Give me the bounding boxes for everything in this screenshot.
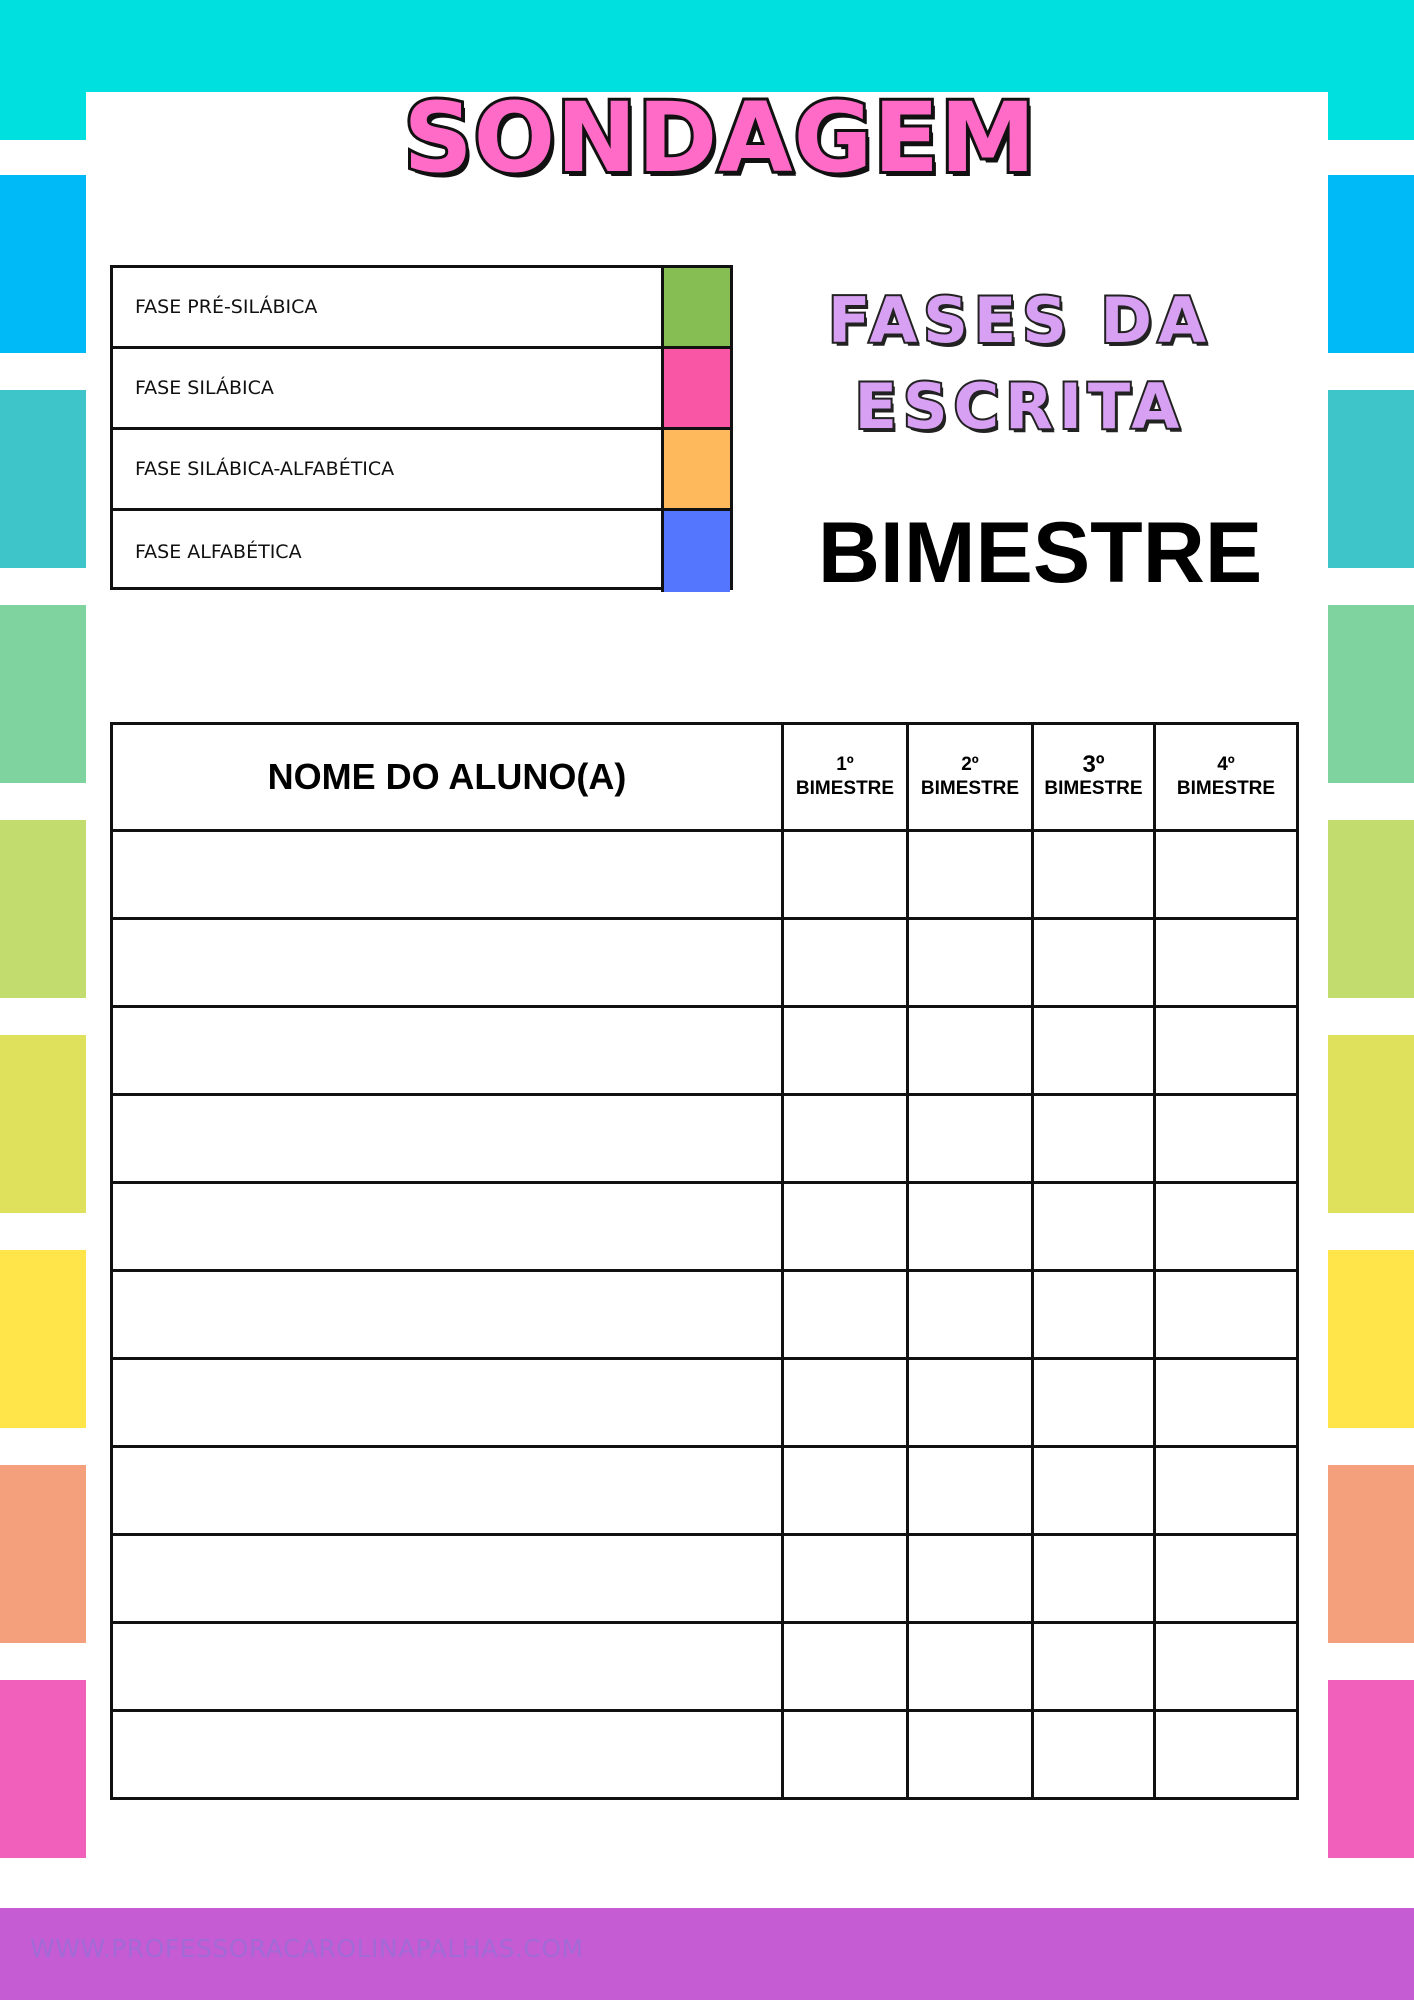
bimestre-number: 2º xyxy=(961,754,979,775)
table-cell xyxy=(1033,1359,1155,1447)
table-cell xyxy=(783,831,908,919)
table-cell xyxy=(783,1183,908,1271)
bimestre-label: BIMESTRE xyxy=(920,778,1020,799)
bimestre-number: 3º xyxy=(1082,751,1105,778)
legend-swatch-blue xyxy=(664,511,730,592)
side-stripe xyxy=(0,175,86,353)
side-stripe xyxy=(1328,820,1414,998)
legend-label: FASE SILÁBICA xyxy=(113,349,664,427)
bimestre-number: 1º xyxy=(836,754,854,775)
footer-website: WWW.PROFESSORACAROLINAPALHAS.COM xyxy=(30,1934,584,1963)
table-cell xyxy=(908,1183,1033,1271)
legend-swatch-green xyxy=(664,268,730,346)
legend-label: FASE SILÁBICA-ALFABÉTICA xyxy=(113,430,664,508)
side-stripe xyxy=(0,1465,86,1643)
side-stripe xyxy=(1328,390,1414,568)
table-cell xyxy=(1155,1007,1298,1095)
legend-swatch-orange xyxy=(664,430,730,508)
table-cell xyxy=(783,1095,908,1183)
side-stripe xyxy=(1328,1465,1414,1643)
table-cell xyxy=(783,1271,908,1359)
table-cell xyxy=(112,919,783,1007)
table-cell xyxy=(112,1271,783,1359)
table-cell xyxy=(1033,1623,1155,1711)
bimestre-4-header xyxy=(1155,724,1298,831)
table-cell xyxy=(1033,1535,1155,1623)
table-row xyxy=(112,1271,1298,1359)
table-cell xyxy=(908,1711,1033,1799)
students-table xyxy=(110,722,1299,1800)
table-cell xyxy=(1155,1183,1298,1271)
legend-row-pre-silabica xyxy=(113,268,730,349)
table-row xyxy=(112,1183,1298,1271)
table-header-row xyxy=(112,724,1298,831)
legend-swatch-pink xyxy=(664,349,730,427)
table-cell xyxy=(908,1095,1033,1183)
table-cell xyxy=(1033,1271,1155,1359)
side-stripe xyxy=(0,1035,86,1213)
table-row xyxy=(112,1535,1298,1623)
table-cell xyxy=(1155,1711,1298,1799)
table-cell xyxy=(112,1183,783,1271)
table-row xyxy=(112,1447,1298,1535)
table-cell xyxy=(1155,831,1298,919)
bimestre-label: BIMESTRE xyxy=(1044,778,1143,799)
table-cell xyxy=(1155,1623,1298,1711)
bimestre-3-header xyxy=(1033,724,1155,831)
table-row xyxy=(112,1095,1298,1183)
bimestre-label: BIMESTRE xyxy=(1176,778,1276,799)
side-stripe xyxy=(1328,175,1414,353)
page-title: SONDAGEM xyxy=(403,82,1037,194)
phase-legend xyxy=(110,265,733,590)
table-row xyxy=(112,831,1298,919)
legend-label: FASE ALFABÉTICA xyxy=(113,511,664,592)
fases-title-line1: FASES DA xyxy=(828,284,1212,357)
table-cell xyxy=(112,1623,783,1711)
table-cell xyxy=(783,1535,908,1623)
side-stripe xyxy=(0,820,86,998)
side-stripe xyxy=(1328,1250,1414,1428)
table-cell xyxy=(112,1359,783,1447)
table-cell xyxy=(112,1095,783,1183)
bimestre-number: 4º xyxy=(1217,754,1235,775)
table-cell xyxy=(908,919,1033,1007)
table-cell xyxy=(112,1447,783,1535)
fases-da-escrita-title xyxy=(800,278,1240,450)
table-cell xyxy=(783,919,908,1007)
table-cell xyxy=(1033,831,1155,919)
table-row xyxy=(112,1623,1298,1711)
table-cell xyxy=(783,1359,908,1447)
table-row xyxy=(112,1007,1298,1095)
table-cell xyxy=(908,831,1033,919)
table-cell xyxy=(1155,1535,1298,1623)
table-cell xyxy=(908,1447,1033,1535)
bimestre-label: BIMESTRE xyxy=(795,778,895,799)
side-stripe xyxy=(0,1680,86,1858)
table-cell xyxy=(908,1359,1033,1447)
table-row xyxy=(112,919,1298,1007)
table-cell xyxy=(112,1535,783,1623)
table-cell xyxy=(1033,1447,1155,1535)
table-cell xyxy=(783,1447,908,1535)
bimestre-heading: BIMESTRE xyxy=(817,505,1263,601)
table-cell xyxy=(908,1623,1033,1711)
table-cell xyxy=(112,1711,783,1799)
side-stripe xyxy=(0,1250,86,1428)
table-cell xyxy=(1155,1359,1298,1447)
table-cell xyxy=(908,1535,1033,1623)
side-stripe xyxy=(0,605,86,783)
table-cell xyxy=(908,1007,1033,1095)
table-cell xyxy=(1033,919,1155,1007)
table-cell xyxy=(1155,1447,1298,1535)
legend-row-alfabetica xyxy=(113,511,730,592)
table-cell xyxy=(112,831,783,919)
fases-title-line2: ESCRITA xyxy=(854,370,1186,443)
legend-row-silabica-alfabetica xyxy=(113,430,730,511)
table-cell xyxy=(1033,1007,1155,1095)
table-cell xyxy=(112,1007,783,1095)
side-stripe xyxy=(0,390,86,568)
bimestre-2-header xyxy=(908,724,1033,831)
table-cell xyxy=(1155,1095,1298,1183)
table-cell xyxy=(783,1007,908,1095)
table-cell xyxy=(783,1711,908,1799)
legend-label: FASE PRÉ-SILÁBICA xyxy=(113,268,664,346)
table-cell xyxy=(1033,1711,1155,1799)
bimestre-1-header xyxy=(783,724,908,831)
table-cell xyxy=(908,1271,1033,1359)
legend-row-silabica xyxy=(113,349,730,430)
table-row xyxy=(112,1359,1298,1447)
table-cell xyxy=(783,1623,908,1711)
side-stripe xyxy=(1328,1035,1414,1213)
table-cell xyxy=(1155,919,1298,1007)
name-column-header: NOME DO ALUNO(A) xyxy=(112,724,783,831)
table-cell xyxy=(1155,1271,1298,1359)
table-cell xyxy=(1033,1183,1155,1271)
side-stripe xyxy=(1328,1680,1414,1858)
side-stripe xyxy=(1328,605,1414,783)
table-row xyxy=(112,1711,1298,1799)
table-cell xyxy=(1033,1095,1155,1183)
